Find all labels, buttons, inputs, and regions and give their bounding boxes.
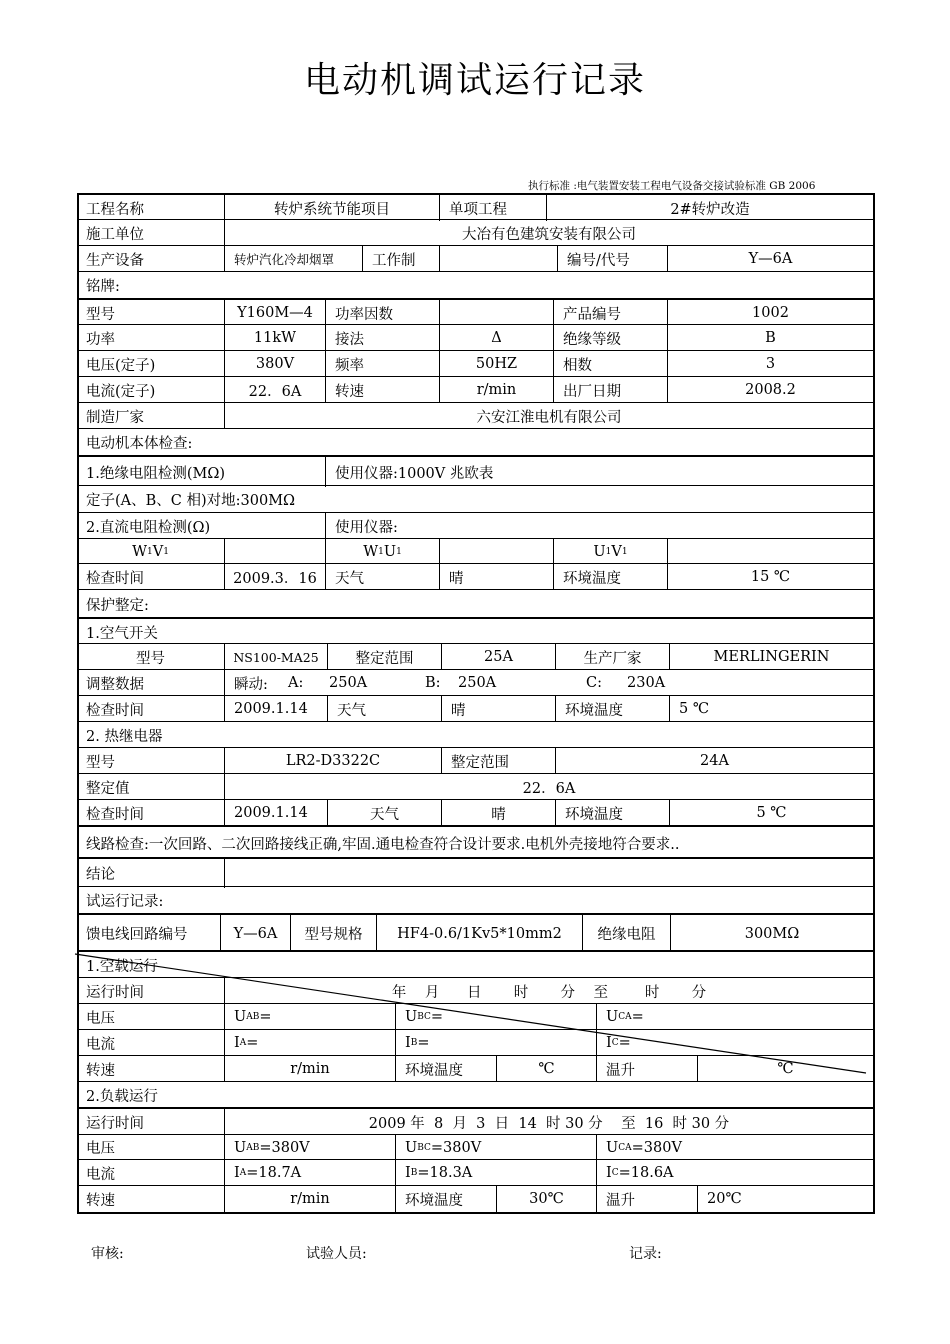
phase-value: 3 [667, 351, 873, 377]
code-label: 编号/代号 [557, 246, 667, 272]
w1v1-v: V [152, 543, 164, 560]
voltage-value: 380V [224, 351, 325, 377]
breaker-temp-value: 5 ℃ [669, 696, 873, 722]
noload-temp-label: 环境温度 [395, 1056, 496, 1082]
footer-recorder: 记录: [629, 1246, 662, 1262]
breaker-maker-label: 生产厂家 [555, 644, 669, 670]
maker-label: 制造厂家 [86, 409, 144, 426]
u1v1-u: U [593, 543, 606, 560]
speed-label: 转速 [325, 377, 439, 403]
load-ib-value: =18.3A [417, 1165, 473, 1181]
contractor-label: 施工单位 [86, 226, 144, 243]
noload-speed-label: 转速 [86, 1062, 115, 1079]
u1v1-sub2: 1 [621, 546, 628, 557]
u-letter: U [606, 1009, 619, 1025]
temp-value: 15 ℃ [667, 564, 873, 590]
feeder-label: 馈电线回路编号 [86, 927, 188, 943]
breaker-weather-label: 天气 [327, 696, 441, 722]
insul-value: B [667, 325, 873, 351]
dc-instrument: 使用仪器: [325, 513, 873, 539]
project-value: 转炉系统节能项目 [224, 195, 439, 221]
breaker-range-label: 整定范围 [327, 644, 441, 670]
model-value: Y160M—4 [224, 300, 325, 326]
relay-weather-label: 天气 [327, 800, 441, 826]
relay-time-value: 2009.1.14 [224, 800, 327, 826]
w1u1-w: W [363, 543, 379, 560]
adjust-label: 调整数据 [86, 676, 144, 693]
current-value: 22．6A [224, 377, 325, 403]
spec-value: HF4-0.6/1Kv5*10mm2 [376, 915, 582, 952]
u-letter: U [405, 1139, 418, 1156]
maker-value: 六安江淮电机有限公司 [224, 403, 873, 429]
load-speed-label: 转速 [86, 1192, 115, 1209]
load-rise-value: 20℃ [697, 1186, 873, 1212]
relay-weather-value: 晴 [441, 800, 555, 826]
breaker-heading: 1.空气开关 [86, 625, 158, 642]
trial-heading: 试运行记录: [86, 894, 164, 910]
u1v1-sub1: 1 [605, 546, 612, 557]
eq: = [417, 1035, 430, 1051]
load-uab-value: =380V [259, 1139, 310, 1156]
load-heading: 2.负载运行 [86, 1088, 158, 1105]
power-value: 11kW [224, 325, 325, 351]
speed-value: r/min [439, 377, 553, 403]
ab-sub: AB [246, 1142, 260, 1153]
load-temp-value: 30℃ [496, 1186, 596, 1212]
w1v1-sub2: 1 [163, 546, 169, 557]
load-ic-value: =18.6A [618, 1165, 674, 1181]
code-value: Y—6A [667, 246, 873, 272]
i-letter: I [405, 1035, 411, 1051]
relay-model-label: 型号 [86, 754, 115, 771]
load-ubc-value: =380V [430, 1139, 482, 1156]
breaker-time-label: 检查时间 [86, 702, 144, 719]
date-label: 出厂日期 [553, 377, 667, 403]
w1u1-sub2: 1 [396, 546, 402, 557]
load-ia-value: =18.7A [246, 1165, 302, 1181]
stator-result: 定子(A、B、C 相)对地:300MΩ [86, 493, 296, 509]
power-label: 功率 [86, 331, 115, 348]
temp-label: 环境温度 [553, 564, 667, 590]
u-letter: U [234, 1139, 247, 1156]
eq: = [430, 1009, 444, 1025]
model-label: 型号 [86, 306, 115, 323]
noload-speed-value: r/min [224, 1056, 395, 1082]
relay-temp-label: 环境温度 [555, 800, 669, 826]
freq-value: 50HZ [439, 351, 553, 377]
eq: = [246, 1035, 259, 1051]
load-rise-label: 温升 [596, 1186, 697, 1212]
w1u1-sub1: 1 [378, 546, 384, 557]
breaker-weather-value: 晴 [441, 696, 555, 722]
breaker-temp-label: 环境温度 [555, 696, 669, 722]
eq: = [618, 1035, 631, 1051]
b-sub: B [410, 1038, 418, 1048]
current-label: 电流(定子) [86, 383, 156, 400]
relay-range-value: 24A [555, 748, 873, 774]
noload-temp-value: ℃ [496, 1056, 596, 1082]
body-check-heading: 电动机本体检查: [86, 436, 193, 452]
insul-label: 绝缘等级 [553, 325, 667, 351]
i-letter: I [234, 1035, 240, 1051]
phase-c-label: C: [586, 675, 602, 691]
relay-range-label: 整定范围 [441, 748, 555, 774]
u1v1-v: V [611, 543, 622, 560]
noload-heading: 1.空载运行 [86, 959, 158, 975]
item-label: 单项工程 [439, 195, 546, 221]
setvalue-value: 22．6A [224, 774, 873, 800]
eq: = [259, 1009, 272, 1025]
w1v1-w: W [132, 543, 147, 560]
line-check: 线路检查:一次回路、二次回路接线正确,牢固.通电检查符合设计要求.电机外壳接地符合要求.. [86, 836, 680, 853]
check-time-value: 2009.3．16 [224, 564, 325, 590]
i-letter: I [606, 1035, 612, 1051]
load-time-label: 运行时间 [86, 1116, 144, 1132]
eq: = [631, 1009, 644, 1025]
protection-heading: 保护整定: [86, 597, 149, 614]
breaker-model-label: 型号 [136, 650, 165, 667]
phase-c-value: 230A [627, 675, 666, 691]
footer-tester: 试验人员: [306, 1246, 367, 1262]
insres-label: 绝缘电阻 [582, 915, 670, 952]
insres-value: 300MΩ [670, 915, 873, 952]
dc-label: 2.直流电阻检测(Ω) [86, 519, 211, 536]
project-label: 工程名称 [86, 201, 144, 218]
equipment-value: 转炉汽化冷却烟罩 [224, 246, 362, 272]
c-sub: C [611, 1168, 619, 1178]
ca-sub: CA [618, 1012, 632, 1022]
date-value: 2008.2 [667, 377, 873, 403]
check-time-label: 检查时间 [86, 570, 144, 587]
u-letter: U [405, 1009, 418, 1025]
serial-value: 1002 [667, 300, 873, 326]
freq-label: 频率 [325, 351, 439, 377]
i-letter: I [606, 1165, 612, 1181]
i-letter: I [234, 1165, 240, 1181]
weather-label: 天气 [325, 564, 439, 590]
conn-label: 接法 [325, 325, 439, 351]
noload-time-value: 年 月 日 时 分 至 时 分 [224, 978, 873, 1004]
page-title: 电动机调试运行记录 [303, 60, 646, 101]
conn-value: Δ [439, 325, 553, 351]
c-sub: C [611, 1038, 619, 1048]
a-sub: A [239, 1038, 247, 1048]
voltage-label: 电压(定子) [86, 357, 156, 374]
u-letter: U [234, 1009, 247, 1025]
noload-voltage-label: 电压 [86, 1010, 115, 1027]
breaker-range-value: 25A [441, 644, 555, 670]
noload-current-label: 电流 [86, 1036, 115, 1053]
serial-label: 产品编号 [553, 300, 667, 326]
breaker-time-value: 2009.1.14 [224, 696, 327, 722]
u-letter: U [606, 1139, 619, 1156]
phase-b-value: 250A [458, 675, 497, 691]
feeder-value: Y—6A [220, 915, 290, 952]
equipment-label: 生产设备 [86, 252, 144, 269]
phase-a-label: A: [288, 675, 304, 691]
noload-time-label: 运行时间 [86, 984, 144, 1001]
relay-heading: 2. 热继电器 [86, 728, 163, 745]
spec-label: 型号规格 [290, 915, 376, 952]
breaker-model-value: NS100-MA25 [224, 644, 327, 670]
pf-label: 功率因数 [325, 300, 439, 326]
load-temp-label: 环境温度 [395, 1186, 496, 1212]
load-uca-value: =380V [631, 1139, 682, 1156]
a-sub: A [239, 1168, 247, 1178]
phase-b-label: B: [425, 675, 441, 691]
footer-review: 审核: [91, 1246, 124, 1262]
ab-sub: AB [246, 1012, 260, 1022]
load-time-value: 2009 年 8 月 3 日 14 时 30 分 至 16 时 30 分 [224, 1109, 873, 1136]
w1v1-sub1: 1 [146, 546, 153, 557]
i-letter: I [405, 1165, 411, 1181]
load-voltage-label: 电压 [86, 1141, 115, 1157]
contractor-value: 大冶有色建筑安装有限公司 [224, 220, 873, 246]
ca-sub: CA [618, 1142, 632, 1153]
noload-cancel-line [75, 954, 866, 1073]
nameplate-heading: 铭牌: [86, 279, 120, 295]
load-speed-value: r/min [224, 1186, 395, 1212]
conclusion-label: 结论 [86, 867, 115, 883]
b-sub: B [410, 1168, 418, 1178]
insulation-label: 1.绝缘电阻检测(MΩ) [86, 465, 226, 482]
weather-value: 晴 [439, 564, 553, 590]
relay-time-label: 检查时间 [86, 806, 144, 823]
relay-temp-value: 5 ℃ [669, 800, 873, 826]
bc-sub: BC [417, 1012, 431, 1022]
setvalue-label: 整定值 [86, 780, 130, 797]
phase-a-value: 250A [329, 675, 368, 691]
w1u1-u: U [383, 543, 397, 560]
work-label: 工作制 [362, 246, 439, 272]
relay-model-value: LR2-D3322C [224, 748, 441, 774]
insulation-instrument: 使用仪器:1000V 兆欧表 [325, 457, 873, 487]
standard-note: 执行标准 :电气装置安装工程电气设备交接试验标准 GB 2006 [528, 180, 816, 192]
phase-label: 相数 [553, 351, 667, 377]
breaker-maker-value: MERLINGERIN [669, 644, 873, 670]
load-current-label: 电流 [86, 1166, 115, 1183]
bc-sub: BC [417, 1142, 431, 1153]
instant-label: 瞬动: [234, 676, 268, 693]
item-value: 2#转炉改造 [546, 195, 873, 221]
noload-rise-label: 温升 [596, 1056, 697, 1082]
noload-rise-value: ℃ [697, 1056, 873, 1082]
